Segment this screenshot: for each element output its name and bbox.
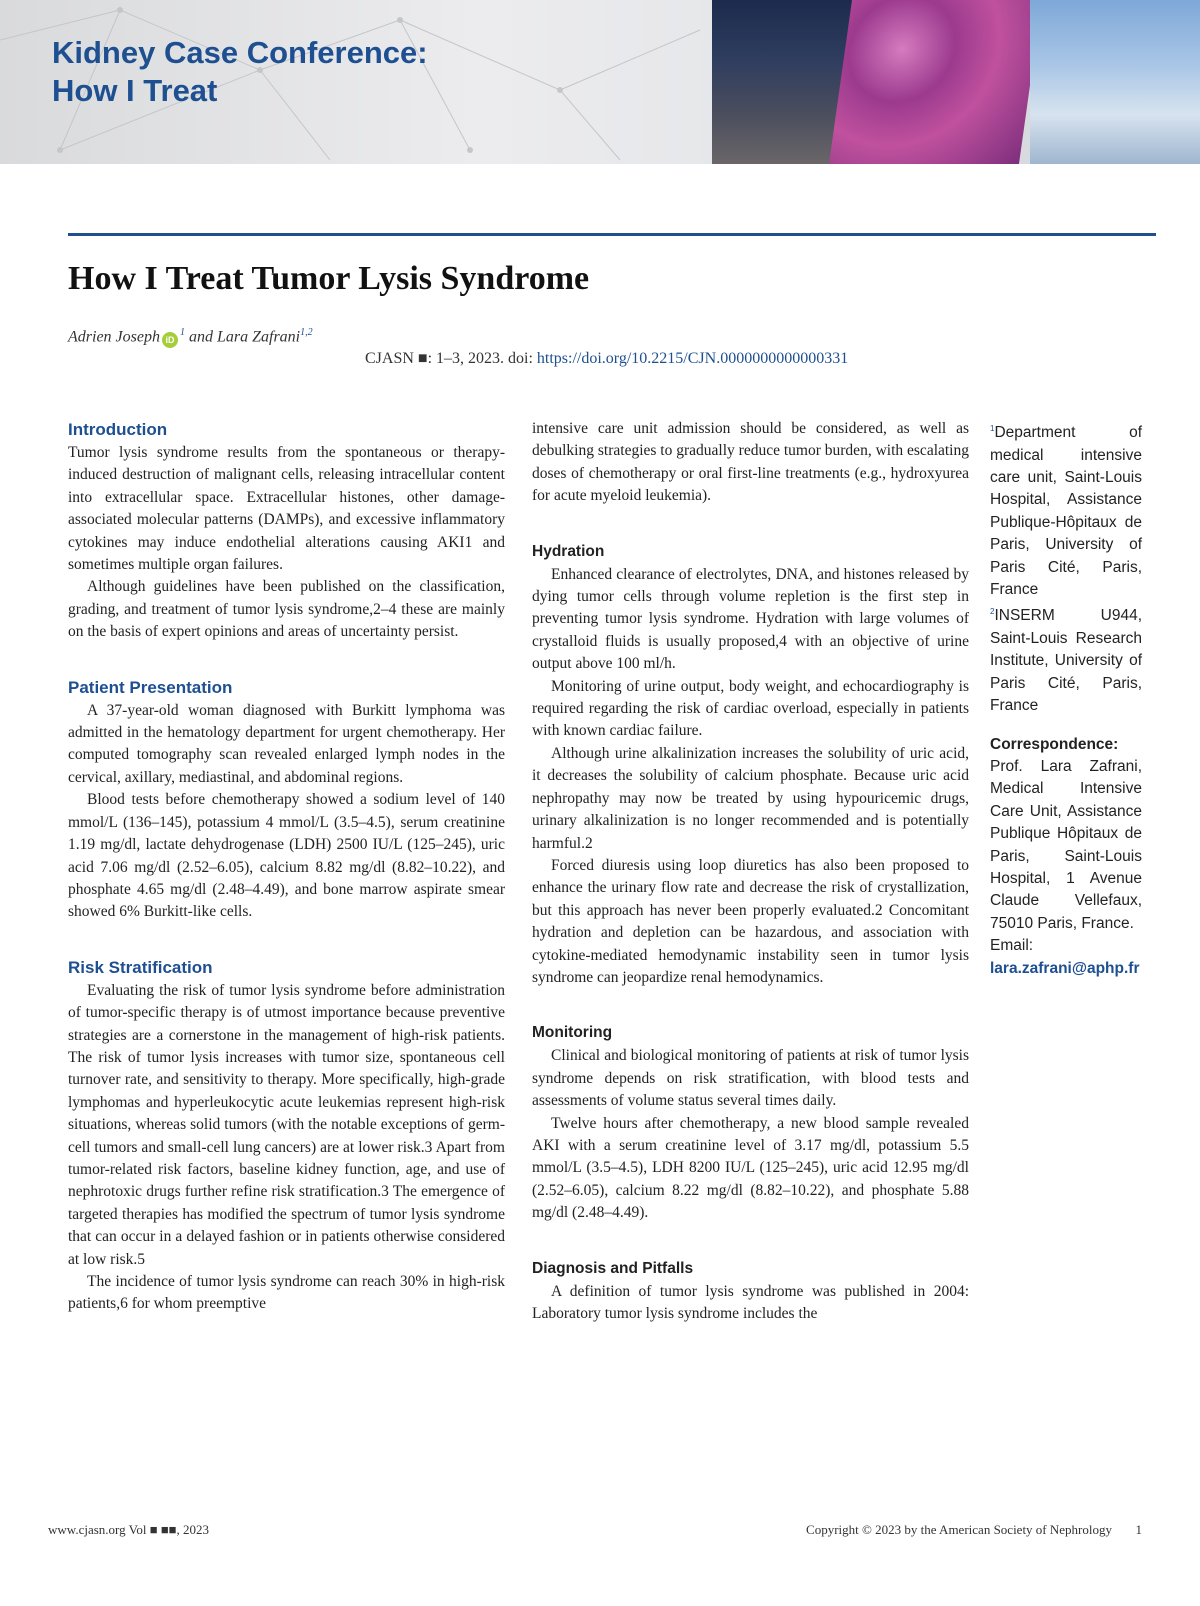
doi-link[interactable]: https://doi.org/10.2215/CJN.0000000000000331 (536, 350, 849, 367)
section-heading: Risk Stratification (68, 957, 213, 977)
clinical-staff-photo (1030, 0, 1200, 164)
email-label: Email: (990, 937, 1034, 955)
section-diagnosis (532, 1257, 969, 1326)
banner-title (52, 34, 428, 110)
section-monitoring (532, 1021, 969, 1224)
paragraph: Tumor lysis syndrome results from the spontaneous or therapy-induced destruction of malignant cells, releasing intracellular content into extracellular space. Extracellular histones, other damage-associated molecular patterns (DAMPs), and excessive inflammatory cytokines may induce endothelial alterations causing AKI1 and sometimes multiple organ failures. (68, 444, 505, 574)
paragraph: A 37-year-old woman diagnosed with Burkitt lymphoma was admitted in the hematology department for urgent chemotherapy. Her computed tomography scan revealed enlarged lymph nodes in the cervical, axillary, mediastinal, and abdominal regions. (68, 701, 505, 786)
citation-text: CJASN ■: 1–3, 2023. doi: (365, 350, 537, 367)
paragraph: Clinical and biological monitoring of patients at risk of tumor lysis syndrome depends on risk stratification, with blood tests and assessments of volume status several times daily. (532, 1047, 969, 1110)
affiliation-ref[interactable]: 1,2 (300, 327, 313, 338)
correspondence-heading: Correspondence: (990, 735, 1119, 753)
article-title: How I Treat Tumor Lysis Syndrome (68, 260, 590, 297)
paragraph: Twelve hours after chemotherapy, a new blood sample revealed AKI with a serum creatinine level of 3.17 mg/dl, potassium 5.5 mmol/L (3.5–4.5), LDH 8200 IU/L (125–245), uric acid 12.95 mg/dl (2.52–6.05), calcium 8.22 mg/dl (8.82–10.22), and phosphate 5.88 mg/dl (2.48–4.49). (532, 1114, 969, 1222)
email-line (990, 935, 1142, 980)
paragraph: Although guidelines have been published on the classification, grading, and treatment of tumor lysis syndrome,2–4 these are mainly on the basis of expert opinions and areas of uncertainty persist. (68, 578, 505, 641)
footer-journal: www.cjasn.org Vol ■ ■■, 2023 (48, 1522, 210, 1537)
paragraph: Forced diuresis using loop diuretics has also been proposed to enhance the urinary flow rate and decrease the risk of crystallization, but this approach has never been properly evaluated.2 Concomitant hydration and depletion can be hazardous, and association with cytokine-mediated hemodynamic instability seen in tumor lysis syndrome can jeopardize renal hemodynamics. (532, 856, 969, 986)
section-heading: Monitoring (532, 1024, 613, 1042)
affiliation-1 (990, 418, 1142, 601)
paragraph: intensive care unit admission should be considered, as well as debulking strategies to gradually reduce tumor burden, with escalating doses of chemotherapy or oral first-line treatments (e.g., hydroxyurea for acute myeloid leukemia). (532, 420, 969, 505)
section-hydration (532, 540, 969, 990)
section-heading: Patient Presentation (68, 677, 233, 697)
section-continuation (532, 418, 969, 508)
section-introduction (68, 418, 505, 644)
banner-title-line1: Kidney Case Conference: (52, 35, 428, 70)
section-patient-presentation (68, 676, 505, 924)
footer-copyright: Copyright © 2023 by the American Society of Nephrology (806, 1522, 1112, 1537)
section-risk-stratification (68, 956, 505, 1316)
paragraph: Monitoring of urine output, body weight, and echocardiography is required regarding the risk of cardiac overload, especially in patients with known cardiac failure. (532, 677, 969, 740)
paragraph: Evaluating the risk of tumor lysis syndrome before administration of tumor-specific therapy is of utmost importance because preventive strategies are a cornerstone in the management of high-risk patients. The risk of tumor lysis increases with tumor size, spontaneous cell turnover rate, and sensitivity to therapy. More specifically, high-grade lymphomas and hyperleukocytic acute leukemias represent high-risk situations, whereas solid tumors (with the notable exceptions of germ-cell tumors and small-cell lung cancers) are at lower risk.3 Apart from tumor-related risk factors, baseline kidney function, age, and use of nephrotoxic drugs further refine risk stratification.3 The emergence of targeted therapies has modified the spectrum of tumor lysis syndrome that can occur in a delayed fashion or in patients otherwise considered at low risk.5 (68, 981, 505, 1268)
banner-title-line2: How I Treat (52, 73, 218, 108)
section-heading: Hydration (532, 542, 605, 560)
column-left (68, 418, 505, 1316)
email-link[interactable]: lara.zafrani@aphp.fr (990, 959, 1140, 977)
journal-banner (0, 0, 1200, 164)
paragraph: Blood tests before chemotherapy showed a sodium level of 140 mmol/L (136–145), potassium 4 mmol/L (3.5–4.5), serum creatinine 1.19 mg/dl, lactate dehydrogenase (LDH) 2500 IU/L (125–245), uric acid 7.06 mg/dl (2.52–6.05), calcium 8.82 mg/dl (8.82–10.22), and phosphate 4.65 mg/dl (2.48–4.49), and bone marrow aspirate smear showed 6% Burkitt-like cells. (68, 791, 505, 921)
affiliation-ref[interactable]: 1 (179, 327, 185, 338)
histology-photo (829, 0, 1042, 164)
paragraph: The incidence of tumor lysis syndrome can reach 30% in high-risk patients,6 for whom preemptive (68, 1273, 505, 1313)
page-number: 1 (1135, 1522, 1142, 1537)
citation-line (365, 350, 848, 368)
paragraph: Enhanced clearance of electrolytes, DNA, and histones released by dying tumor cells through volume repletion is the first step in preventing tumor lysis syndrome. Hydration with large volumes of crystalloid fluids is usually proposed,4 with an objective of urine output above 100 ml/h. (532, 565, 969, 673)
header-rule (68, 233, 1156, 236)
column-sidebar (990, 418, 1142, 980)
author-line (68, 327, 313, 348)
correspondence-text: Prof. Lara Zafrani, Medical Intensive Care Unit, Assistance Publique Hôpitaux de Paris, Saint-Louis Hospital, 1 Avenue Claude Vellefaux, 75010 Paris, France. (990, 758, 1142, 932)
author-connector: and Lara Zafrani (184, 328, 301, 346)
affiliation-number: 1 (990, 424, 995, 433)
author-name: Adrien Joseph (68, 328, 160, 346)
paragraph: A definition of tumor lysis syndrome was published in 2004: Laboratory tumor lysis syndrome includes the (532, 1282, 969, 1322)
affiliation-text: Department of medical intensive care unit, Saint-Louis Hospital, Assistance Publique-Hôpitaux de Paris, University of Paris Cité, Paris, France (990, 424, 1142, 598)
column-middle (532, 418, 969, 1325)
affiliation-text: INSERM U944, Saint-Louis Research Institute, University of Paris Cité, Paris, France (990, 607, 1142, 715)
affiliation-2 (990, 601, 1142, 717)
affiliation-number: 2 (990, 607, 995, 617)
section-heading: Introduction (68, 420, 168, 439)
section-heading: Diagnosis and Pitfalls (532, 1259, 694, 1277)
orcid-icon[interactable]: iD (162, 332, 178, 348)
paragraph: Although urine alkalinization increases the solubility of uric acid, it decreases the solubility of calcium phosphate. Because uric acid nephropathy may now be treated by using hypouricemic drugs, urinary alkalinization is no longer recommended and is potentially harmful.2 (532, 744, 969, 852)
